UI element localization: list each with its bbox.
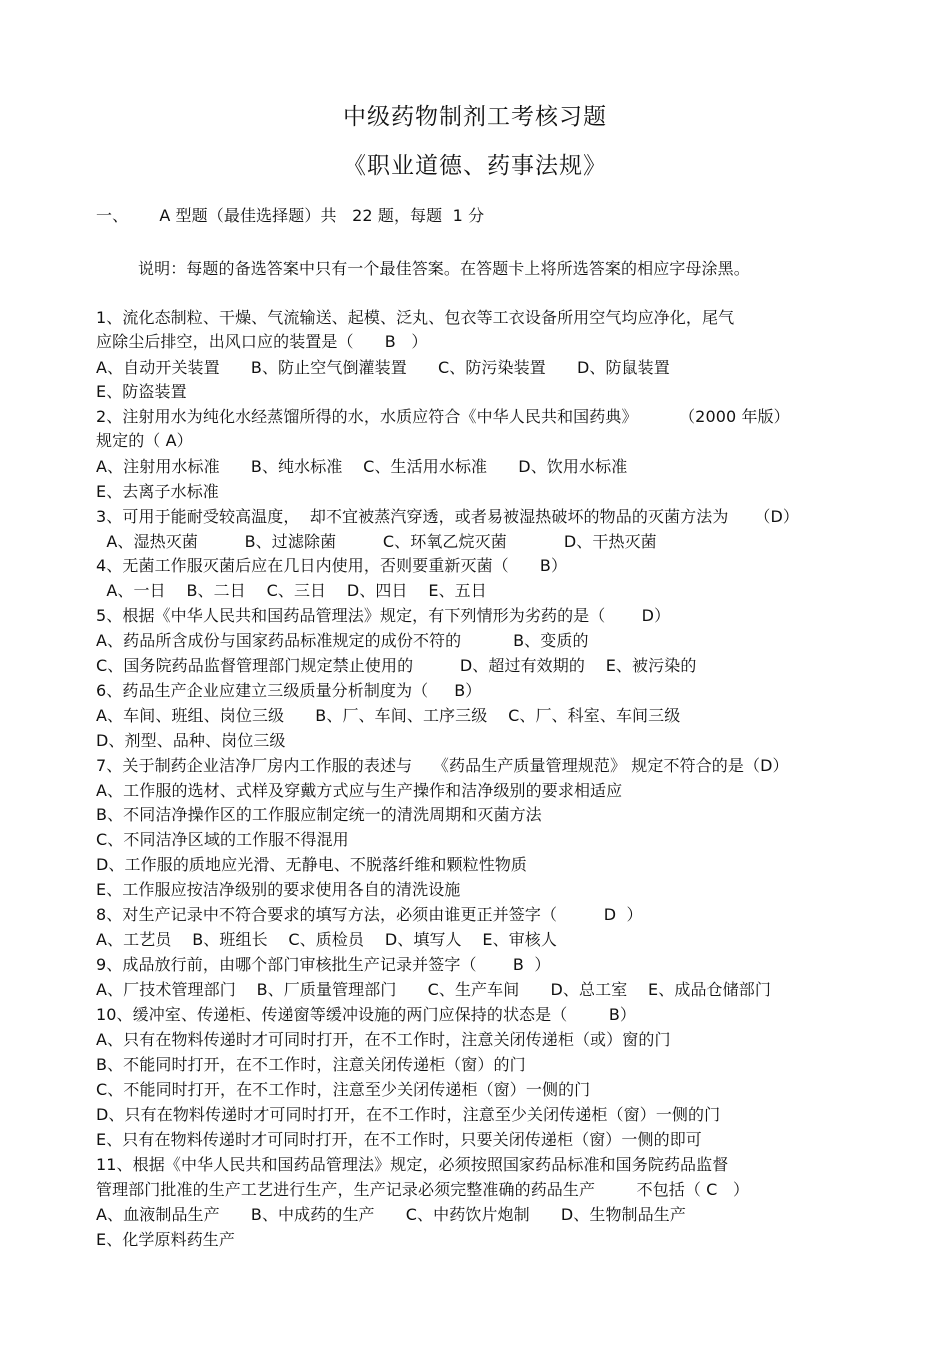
question-line: 11、根据《中华人民共和国药品管理法》规定，必须按照国家药品标准和国务院药品监督 (96, 1155, 729, 1174)
question-line: 8、对生产记录中不符合要求的填写方法，必须由谁更正并签字（ D ） (96, 905, 643, 924)
question-line: 7、关于制药企业洁净厂房内工作服的表述与 《药品生产质量管理规范》 规定不符合的是（D） (96, 756, 789, 775)
question-line: A、一日 B、二日 C、三日 D、四日 E、五日 (96, 581, 487, 600)
question-line: A、血液制品生产 B、中成药的生产 C、中药饮片炮制 D、生物制品生产 (96, 1205, 686, 1224)
question-line: C、不同洁净区域的工作服不得混用 (96, 830, 349, 849)
question-line: 5、根据《中华人民共和国药品管理法》规定，有下列情形为劣药的是（ D） (96, 606, 671, 625)
question-line: D、只有在物料传递时才可同时打开，在不工作时，注意至少关闭传递柜（窗）一侧的门 (96, 1105, 721, 1124)
question-line: D、工作服的质地应光滑、无静电、不脱落纤维和颗粒性物质 (96, 855, 528, 874)
document-subtitle: 《职业道德、药事法规》 (343, 153, 607, 179)
question-line: C、不能同时打开，在不工作时，注意至少关闭传递柜（窗）一侧的门 (96, 1080, 591, 1099)
question-line: B、不能同时打开，在不工作时，注意关闭传递柜（窗）的门 (96, 1055, 526, 1074)
question-line: A、工作服的选材、式样及穿戴方式应与生产操作和洁净级别的要求相适应 (96, 781, 623, 800)
question-line: A、自动开关装置 B、防止空气倒灌装置 C、防污染装置 D、防鼠装置 (96, 358, 670, 377)
question-line: 1、流化态制粒、干燥、气流输送、起模、泛丸、包衣等工衣设备所用空气均应净化，尾气 (96, 308, 735, 327)
instructions-text: 说明：每题的备选答案中只有一个最佳答案。在答题卡上将所选答案的相应字母涂黑。 (138, 259, 750, 278)
question-line: B、不同洁净操作区的工作服应制定统一的清洗周期和灭菌方法 (96, 805, 542, 824)
question-line: E、化学原料药生产 (96, 1230, 236, 1249)
question-line: 管理部门批准的生产工艺进行生产，生产记录必须完整准确的药品生产 不包括（ C ） (96, 1180, 750, 1199)
question-line: 10、缓冲室、传递柜、传递窗等缓冲设施的两门应保持的状态是（ B） (96, 1005, 637, 1024)
question-line: E、只有在物料传递时才可同时打开，在不工作时，只要关闭传递柜（窗）一侧的即可 (96, 1130, 702, 1149)
question-line: E、防盗装置 (96, 382, 187, 401)
question-line: 应除尘后排空，出风口应的装置是（ B ） (96, 332, 428, 351)
question-line: 9、成品放行前，由哪个部门审核批生产记录并签字（ B ） (96, 955, 551, 974)
question-line: D、剂型、品种、岗位三级 (96, 731, 286, 750)
document-title: 中级药物制剂工考核习题 (343, 104, 607, 130)
question-line: E、工作服应按洁净级别的要求使用各自的清洗设施 (96, 880, 461, 899)
question-line: A、工艺员 B、班组长 C、质检员 D、填写人 E、审核人 (96, 930, 557, 949)
section-heading: 一、 A 型题（最佳选择题）共 22 题，每题 1 分 (96, 206, 485, 225)
question-line: A、车间、班组、岗位三级 B、厂、车间、工序三级 C、厂、科室、车间三级 (96, 706, 681, 725)
question-line: A、只有在物料传递时才可同时打开，在不工作时，注意关闭传递柜（或）窗的门 (96, 1030, 671, 1049)
question-line: 4、无菌工作服灭菌后应在几日内使用，否则要重新灭菌（ B） (96, 556, 568, 575)
question-line: A、湿热灭菌 B、过滤除菌 C、环氧乙烷灭菌 D、干热灭菌 (96, 532, 657, 551)
question-line: 规定的（ A） (96, 431, 193, 450)
question-line: 2、注射用水为纯化水经蒸馏所得的水，水质应符合《中华人民共和国药典》 （2000 年版） (96, 407, 790, 426)
question-line: A、药品所含成份与国家药品标准规定的成份不符的 B、变质的 (96, 631, 589, 650)
question-line: E、去离子水标准 (96, 482, 219, 501)
question-line: A、注射用水标准 B、纯水标准 C、生活用水标准 D、饮用水标准 (96, 457, 628, 476)
question-line: 3、可用于能耐受较高温度， 却不宜被蒸汽穿透，或者易被湿热破坏的物品的灭菌方法为 （D） (96, 507, 800, 526)
question-line: 6、药品生产企业应建立三级质量分析制度为（ B） (96, 681, 482, 700)
question-line: A、厂技术管理部门 B、厂质量管理部门 C、生产车间 D、总工室 E、成品仓储部门 (96, 980, 771, 999)
question-line: C、国务院药品监督管理部门规定禁止使用的 D、超过有效期的 E、被污染的 (96, 656, 697, 675)
